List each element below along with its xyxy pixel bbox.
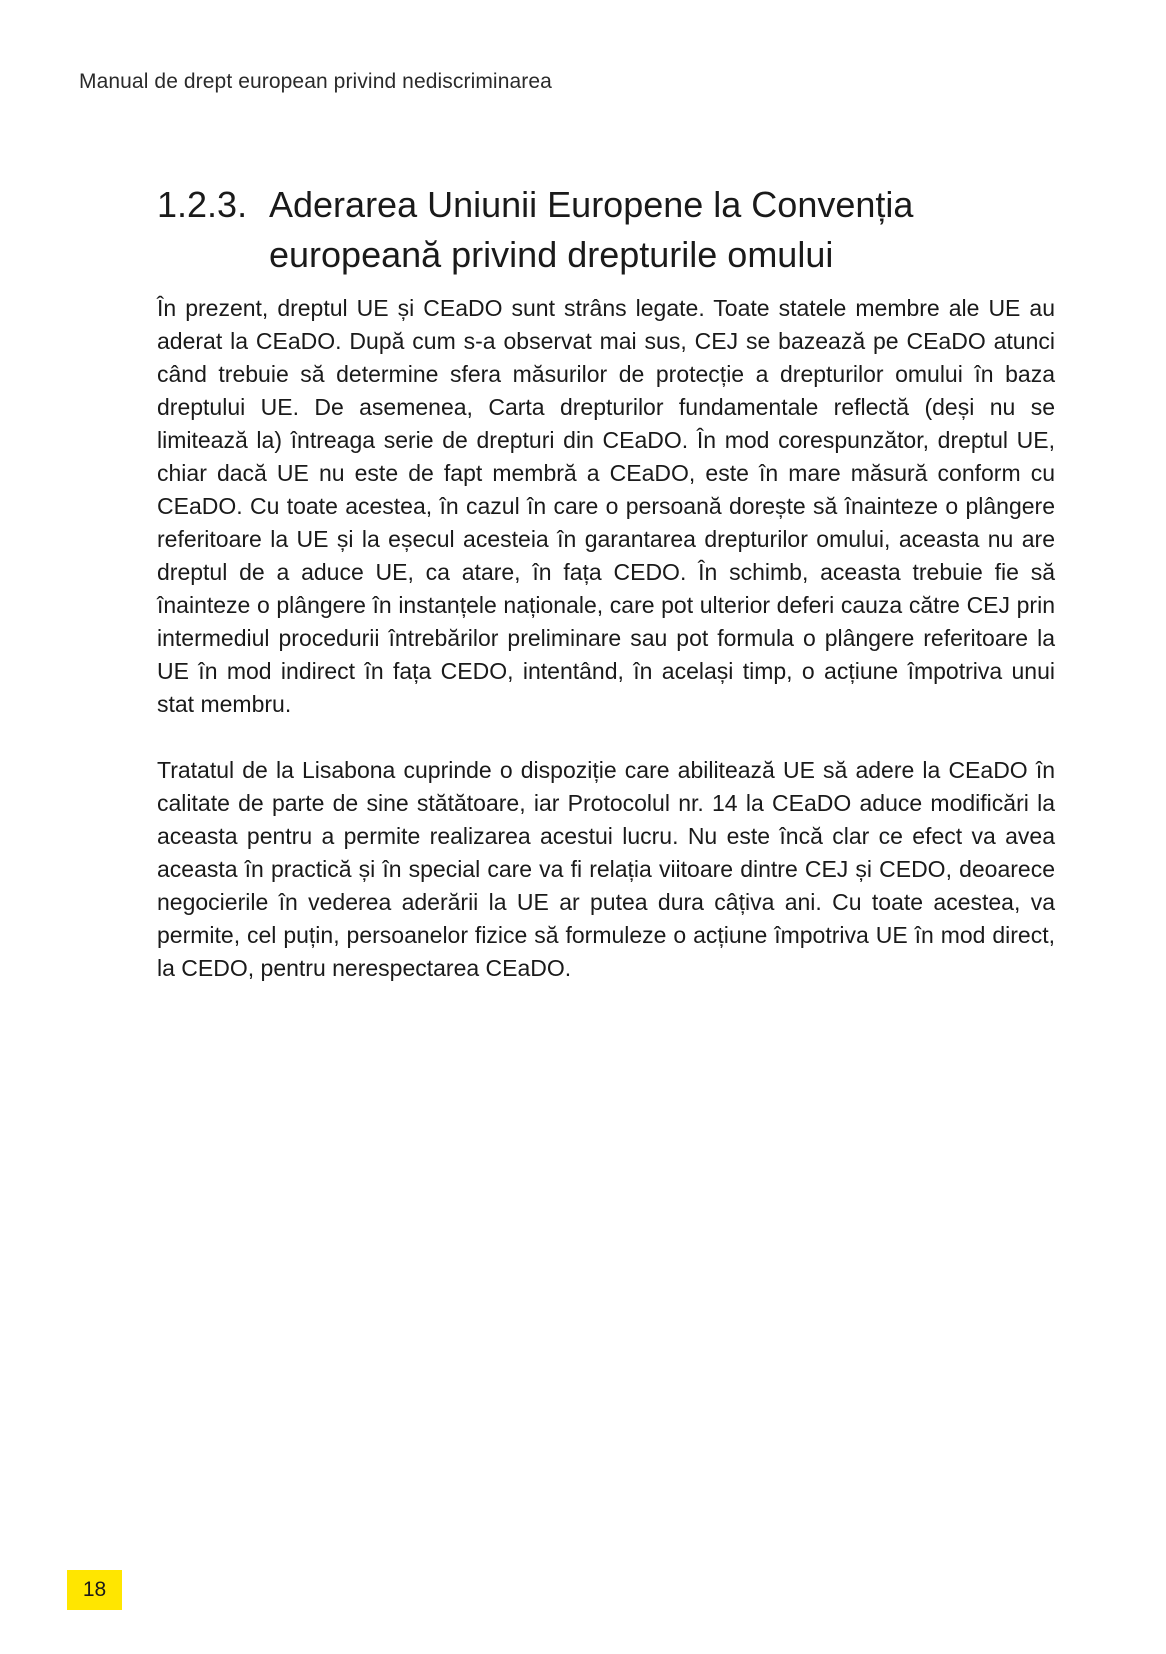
section-heading — [157, 180, 1055, 280]
section-title: Aderarea Uniunii Europene la Convenția europeană privind drepturile omului — [269, 184, 914, 275]
page-number: 18 — [67, 1570, 122, 1610]
running-header: Manual de drept european privind nediscriminarea — [79, 70, 552, 93]
body-paragraph-1: În prezent, dreptul UE și CEaDO sunt strâns legate. Toate statele membre ale UE au aderat la CEaDO. După cum s-a observat mai sus, CEJ se bazează pe CEaDO atunci când trebuie să determine sfera măsurilor de protecție a drepturilor omului în baza dreptului UE. De asemenea, Carta drepturilor fundamentale reflectă (deși nu se limitează la) întreaga serie de drepturi din CEaDO. În mod corespunzător, dreptul UE, chiar dacă UE nu este de fapt membră a CEaDO, este în mare măsură conform cu CEaDO. Cu toate acestea, în cazul în care o persoană dorește să înainteze o plângere referitoare la UE și la eșecul acesteia în garantarea drepturilor omului, aceasta nu are dreptul de a aduce UE, ca atare, în fața CEDO. În schimb, aceasta trebuie fie să înainteze o plângere în instanțele naționale, care pot ulterior deferi cauza către CEJ prin intermediul procedurii întrebărilor preliminare sau pot formula o plângere referitoare la UE în mod indirect în fața CEDO, intentând, în același timp, o acțiune împotriva unui stat membru. — [157, 295, 1055, 717]
body-paragraph-2: Tratatul de la Lisabona cuprinde o dispoziție care abilitează UE să adere la CEaDO în calitate de parte de sine stătătoare, iar Protocolul nr. 14 la CEaDO aduce modificări la aceasta pentru a permite realizarea acestui lucru. Nu este încă clar ce efect va avea aceasta în practică și în special care va fi relația viitoare dintre CEJ și CEDO, deoarece negocierile în vederea aderării la UE ar putea dura câțiva ani. Cu toate acestea, va permite, cel puțin, persoanelor fizice să formuleze o acțiune împotriva UE în mod direct, la CEDO, pentru nerespectarea CEaDO. — [157, 757, 1055, 981]
section-number: 1.2.3. — [157, 184, 248, 225]
section-1-2-3 — [157, 180, 1055, 985]
